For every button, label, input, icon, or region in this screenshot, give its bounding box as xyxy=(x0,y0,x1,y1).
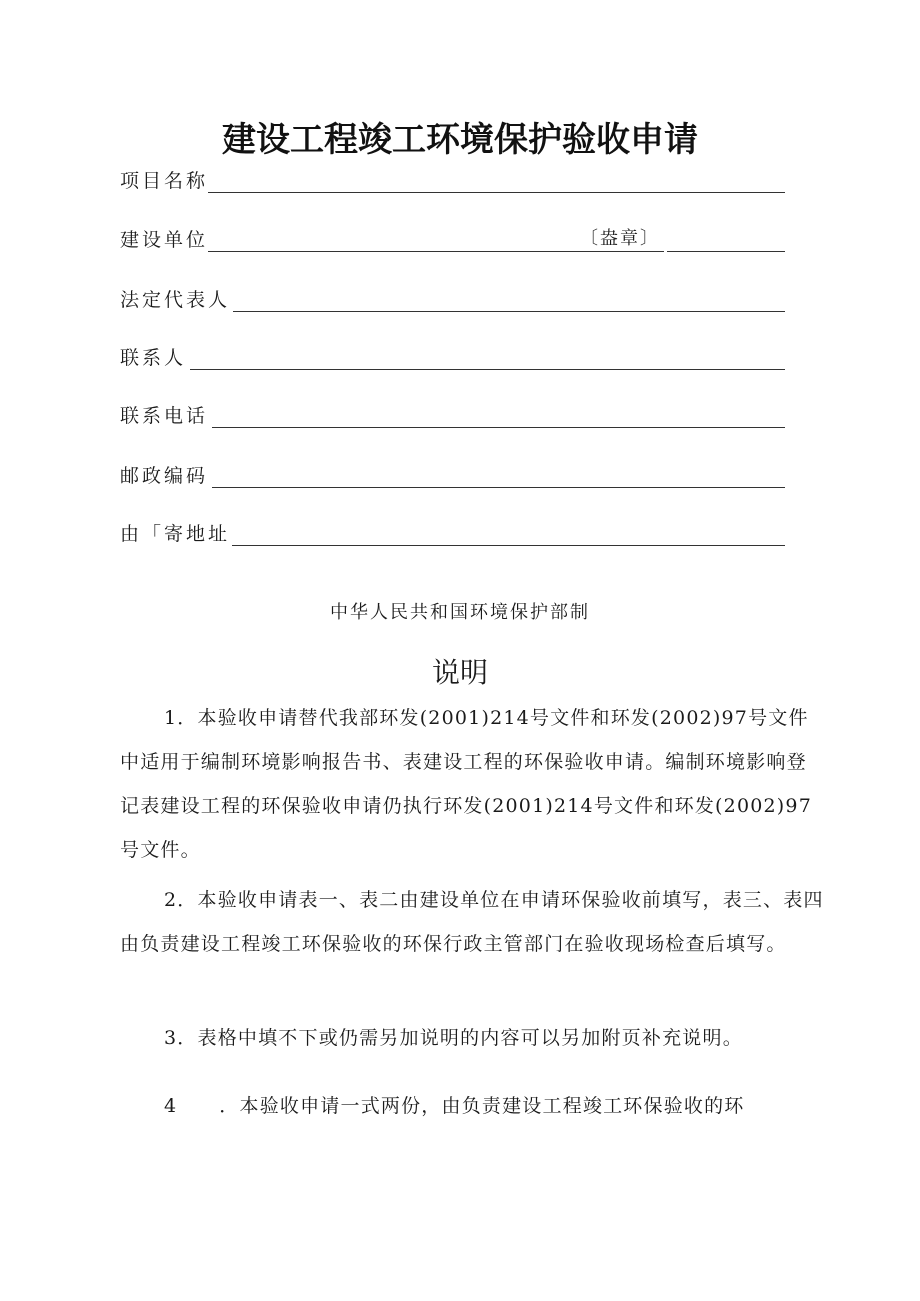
construction-unit-line xyxy=(208,251,578,252)
mailing-address-field xyxy=(120,516,785,546)
instruction-item-4 xyxy=(164,1084,745,1128)
postal-code-line xyxy=(212,487,785,488)
contact-person-field xyxy=(120,340,785,370)
construction-unit-label: 建设单位 xyxy=(120,229,209,251)
postal-code-field xyxy=(120,458,785,488)
mailing-address-line xyxy=(232,545,785,546)
contact-person-label: 联系人 xyxy=(120,347,187,369)
legal-representative-label: 法定代表人 xyxy=(120,289,231,311)
contact-phone-label: 联系电话 xyxy=(120,405,209,427)
postal-code-label: 邮政编码 xyxy=(120,465,209,487)
project-name-line xyxy=(208,192,785,193)
instructions-heading: 说明 xyxy=(431,656,488,689)
instruction-item-2: 2．本验收申请表一、表二由建设单位在申请环保验收前填写，表三、表四由负责建设工程竣工环保验收的环保行政主管部门在验收现场检查后填写。 xyxy=(120,889,824,955)
contact-phone-field xyxy=(120,398,785,428)
issuer-text: 中华人民共和国环境保护部制 xyxy=(330,602,590,623)
instruction-item-3: 3．表格中填不下或仍需另加说明的内容可以另加附页补充说明。 xyxy=(164,1027,743,1049)
seal-mark: 〔盎章〕 xyxy=(576,227,664,252)
contact-phone-line xyxy=(212,427,785,428)
document-title: 建设工程竣工环境保护验收申请 xyxy=(222,120,698,160)
instruction-item-4-number: 4 xyxy=(164,1095,178,1117)
construction-unit-line-tail xyxy=(667,251,785,252)
mailing-address-label: 由「寄地址 xyxy=(120,523,231,545)
construction-unit-field xyxy=(120,222,785,252)
instruction-item-4-text: ．本验收申请一式两份，由负责建设工程竣工环保验收的环 xyxy=(219,1095,745,1117)
instruction-item-1: 1．本验收申请替代我部环发(2001)214号文件和环发(2002)97号文件中适用于编制环境影响报告书、表建设工程的环保验收申请。编制环境影响登记表建设工程的环保验收申请仍执行环发(2001)214号文件和环发(2002)97号文件。 xyxy=(120,707,813,861)
legal-representative-field xyxy=(120,282,785,312)
project-name-field xyxy=(120,163,785,193)
contact-person-line xyxy=(190,369,785,370)
legal-representative-line xyxy=(233,311,785,312)
project-name-label: 项目名称 xyxy=(120,170,209,192)
